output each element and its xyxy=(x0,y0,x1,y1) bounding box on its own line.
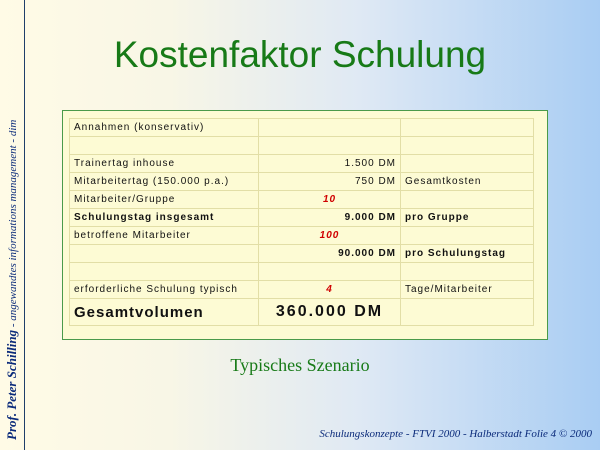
table-row xyxy=(70,137,534,155)
row-value: 9.000 DM xyxy=(259,209,401,227)
row-note: Gesamtkosten xyxy=(401,173,534,191)
row-note xyxy=(401,191,534,209)
row-value-input: 100 xyxy=(259,227,401,245)
row-value-input: 10 xyxy=(259,191,401,209)
table-row xyxy=(70,209,534,227)
row-note xyxy=(401,227,534,245)
slide-footer: Schulungskonzepte - FTVI 2000 - Halberstadt Folie 4 © 2000 xyxy=(319,428,592,440)
side-caption-rest: - angewandtes informations management - dim xyxy=(7,119,19,330)
side-caption-author: Prof. Peter Schilling xyxy=(4,329,19,440)
cost-table xyxy=(69,118,534,326)
row-label: Mitarbeiter/Gruppe xyxy=(70,191,259,209)
row-label: betroffene Mitarbeiter xyxy=(70,227,259,245)
table-row xyxy=(70,155,534,173)
row-label: Annahmen (konservativ) xyxy=(70,119,259,137)
table-row xyxy=(70,263,534,281)
row-note xyxy=(401,137,534,155)
row-label xyxy=(70,137,259,155)
row-value xyxy=(259,119,401,137)
row-note xyxy=(401,155,534,173)
row-value: 750 DM xyxy=(259,173,401,191)
slide-title: Kostenfaktor Schulung xyxy=(113,34,487,75)
row-value-input: 4 xyxy=(259,281,401,299)
total-label: Gesamtvolumen xyxy=(70,299,259,326)
table-row xyxy=(70,281,534,299)
row-note xyxy=(401,263,534,281)
row-value xyxy=(259,263,401,281)
table-row xyxy=(70,245,534,263)
row-label: Trainertag inhouse xyxy=(70,155,259,173)
row-label: Schulungstag insgesamt xyxy=(70,209,259,227)
row-label: Mitarbeitertag (150.000 p.a.) xyxy=(70,173,259,191)
total-note xyxy=(401,299,534,326)
table-row xyxy=(70,119,534,137)
row-label: erforderliche Schulung typisch xyxy=(70,281,259,299)
cost-table-panel xyxy=(62,110,548,340)
row-label xyxy=(70,245,259,263)
table-row-total xyxy=(70,299,534,326)
row-value: 1.500 DM xyxy=(259,155,401,173)
row-value xyxy=(259,137,401,155)
row-note: pro Schulungstag xyxy=(401,245,534,263)
table-row xyxy=(70,173,534,191)
row-note: pro Gruppe xyxy=(401,209,534,227)
side-rule xyxy=(24,0,25,450)
table-row xyxy=(70,227,534,245)
row-note: Tage/Mitarbeiter xyxy=(401,281,534,299)
total-value: 360.000 DM xyxy=(259,299,401,326)
table-row xyxy=(70,191,534,209)
side-caption xyxy=(4,20,20,440)
row-note xyxy=(401,119,534,137)
row-label xyxy=(70,263,259,281)
row-value: 90.000 DM xyxy=(259,245,401,263)
scenario-caption: Typisches Szenario xyxy=(230,355,370,375)
